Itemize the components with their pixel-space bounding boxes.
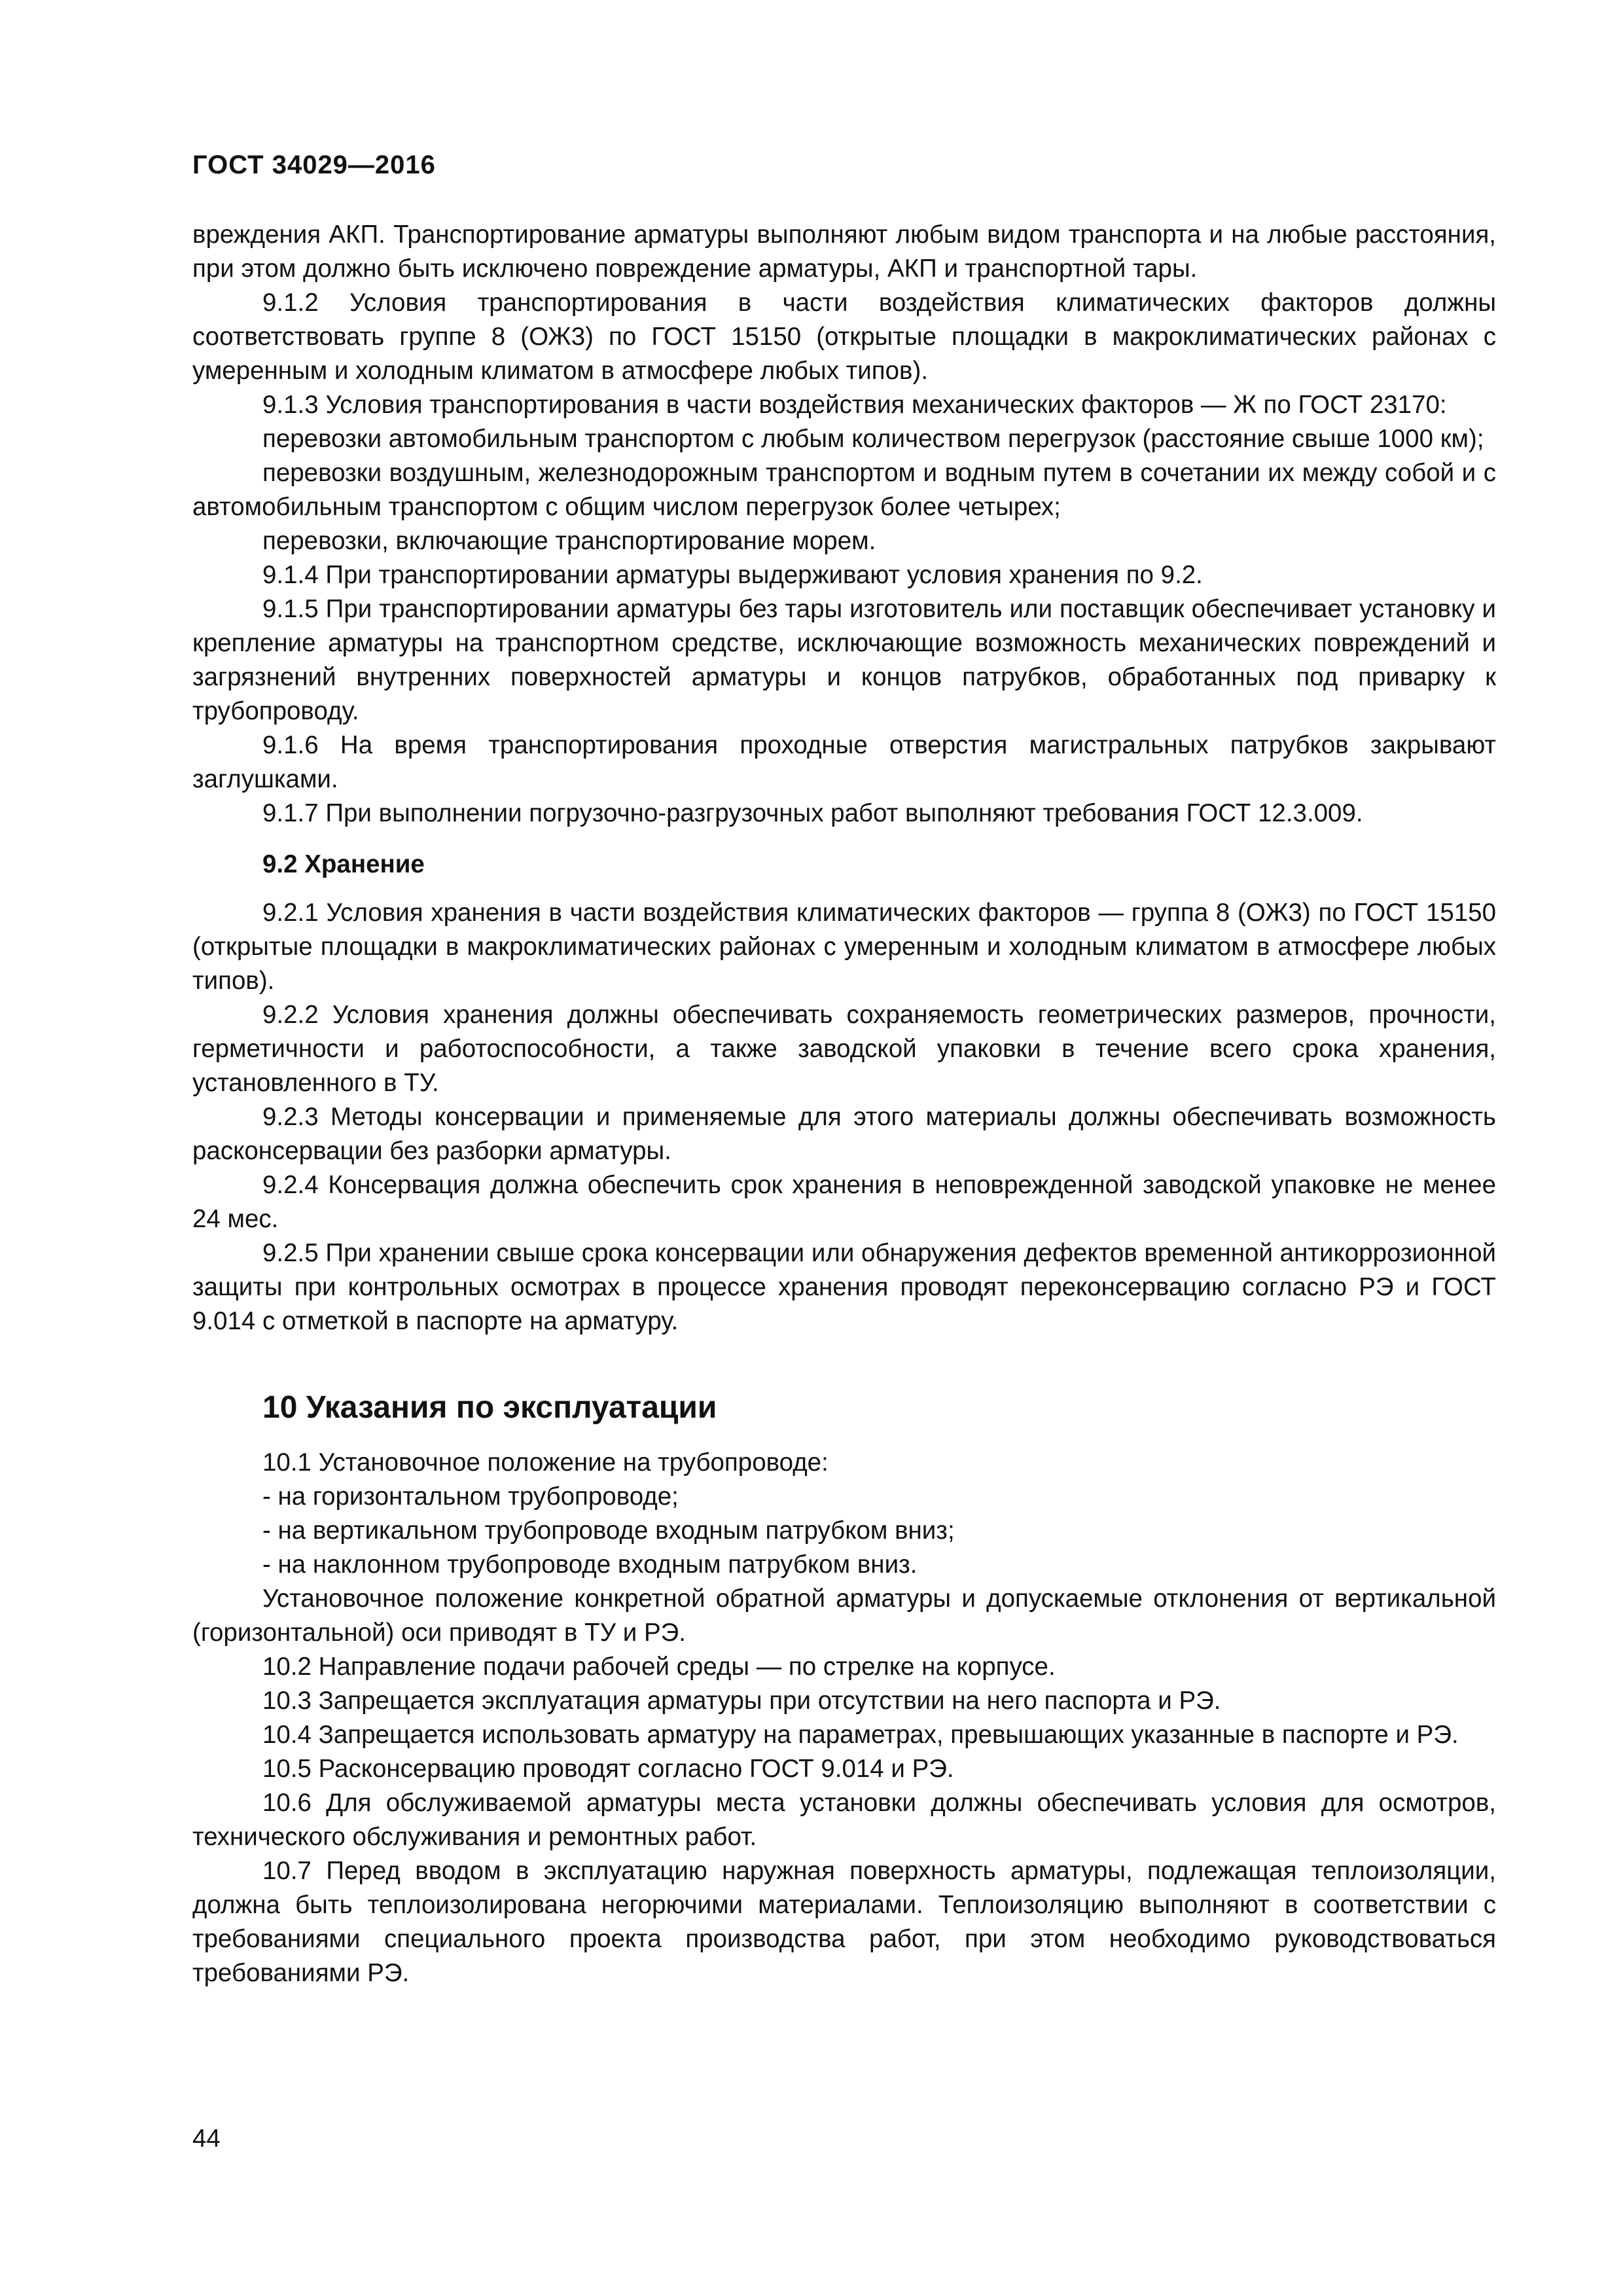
paragraph-9-2-3: 9.2.3 Методы консервации и применяемые для этого материалы должны обеспечивать возможность расконсервации без разборки арматуры. <box>192 1103 1496 1165</box>
paragraph-10-3: 10.3 Запрещается эксплуатация арматуры при отсутствии на него паспорта и РЭ. <box>262 1687 1221 1715</box>
heading-9-2: 9.2 Хранение <box>262 850 425 878</box>
list-item-vertical: - на вертикальном трубопроводе входным патрубком вниз; <box>262 1516 955 1545</box>
paragraph-10-1-note: Установочное положение конкретной обратной арматуры и допускаемые отклонения от вертикальной (горизонтальной) оси приводят в ТУ и РЭ. <box>192 1585 1496 1647</box>
paragraph-9-1-3-item-a: перевозки автомобильным транспортом с любым количеством перегрузок (расстояние свыше 1000 км); <box>262 425 1484 453</box>
paragraph-9-2-1: 9.2.1 Условия хранения в части воздействия климатических факторов — группа 8 (ОЖ3) по ГОСТ 15150 (открытые площадки в макроклиматических районах с умеренным и холодным климатом в атмосфере любых типов). <box>192 899 1496 995</box>
paragraph-10-2: 10.2 Направление подачи рабочей среды — по стрелке на корпусе. <box>262 1653 1056 1681</box>
paragraph-9-1-3-item-c: перевозки, включающие транспортирование морем. <box>262 527 876 555</box>
document-body <box>192 218 1496 1990</box>
paragraph-10-6: 10.6 Для обслуживаемой арматуры места установки должны обеспечивать условия для осмотров, технического обслуживания и ремонтных работ. <box>192 1789 1496 1851</box>
paragraph-9-2-5: 9.2.5 При хранении свыше срока консервации или обнаружения дефектов временной антикоррозионной защиты при контрольных осмотрах в процессе хранения проводят переконсервацию согласно РЭ и ГОСТ 9.014 с отметкой в паспорте на арматуру. <box>192 1239 1496 1335</box>
paragraph-9-1-6: 9.1.6 На время транспортирования проходные отверстия магистральных патрубков закрывают заглушками. <box>192 731 1496 793</box>
paragraph-9-1-2: 9.1.2 Условия транспортирования в части воздействия климатических факторов должны соответствовать группе 8 (ОЖ3) по ГОСТ 15150 (открытые площадки в макроклиматических районах с умеренным и холодным климатом в атмосфере любых типов). <box>192 289 1496 385</box>
paragraph-9-1-3: 9.1.3 Условия транспортирования в части воздействия механических факторов — Ж по ГОСТ 23170: <box>262 391 1447 419</box>
paragraph-10-7: 10.7 Перед вводом в эксплуатацию наружная поверхность арматуры, подлежащая теплоизоляции, должна быть теплоизолирована негорючими материалами. Теплоизоляцию выполняют в соответствии с требованиями специального проекта производства работ, при этом необходимо руководствоваться требованиями РЭ. <box>192 1857 1496 1987</box>
paragraph-9-1-4: 9.1.4 При транспортировании арматуры выдерживают условия хранения по 9.2. <box>262 561 1203 589</box>
list-item-inclined: - на наклонном трубопроводе входным патрубком вниз. <box>262 1551 918 1579</box>
paragraph-10-5: 10.5 Расконсервацию проводят согласно ГОСТ 9.014 и РЭ. <box>262 1755 954 1783</box>
paragraph-9-2-2: 9.2.2 Условия хранения должны обеспечивать сохраняемость геометрических размеров, прочности, герметичности и работоспособности, а также заводской упаковки в течение всего срока хранения, установленного в ТУ. <box>192 1001 1496 1097</box>
document-header: ГОСТ 34029—2016 <box>192 151 436 179</box>
paragraph-9-1-3-item-b: перевозки воздушным, железнодорожным транспортом и водным путем в сочетании их между собой и с автомобильным транспортом с общим числом перегрузок более четырех; <box>192 459 1496 521</box>
paragraph-9-2-4: 9.2.4 Консервация должна обеспечить срок хранения в неповрежденной заводской упаковке не менее 24 мес. <box>192 1171 1496 1233</box>
heading-section-10: 10 Указания по эксплуатации <box>262 1390 717 1425</box>
list-item-horizontal: - на горизонтальном трубопроводе; <box>262 1482 679 1511</box>
paragraph-9-1-1-continued: вреждения АКП. Транспортирование арматуры выполняют любым видом транспорта и на любые расстояния, при этом должно быть исключено повреждение арматуры, АКП и транспортной тары. <box>192 221 1496 283</box>
page-number: 44 <box>192 2125 221 2153</box>
paragraph-9-1-7: 9.1.7 При выполнении погрузочно-разгрузочных работ выполняют требования ГОСТ 12.3.009. <box>262 799 1363 827</box>
paragraph-10-1: 10.1 Установочное положение на трубопроводе: <box>262 1448 829 1477</box>
paragraph-9-1-5: 9.1.5 При транспортировании арматуры без тары изготовитель или поставщик обеспечивает установку и крепление арматуры на транспортном средстве, исключающие возможность механических повреждений и загрязнений внутренних поверхностей арматуры и концов патрубков, обработанных под приварку к трубопроводу. <box>192 595 1496 725</box>
paragraph-10-4: 10.4 Запрещается использовать арматуру на параметрах, превышающих указанные в паспорте и РЭ. <box>262 1721 1459 1749</box>
